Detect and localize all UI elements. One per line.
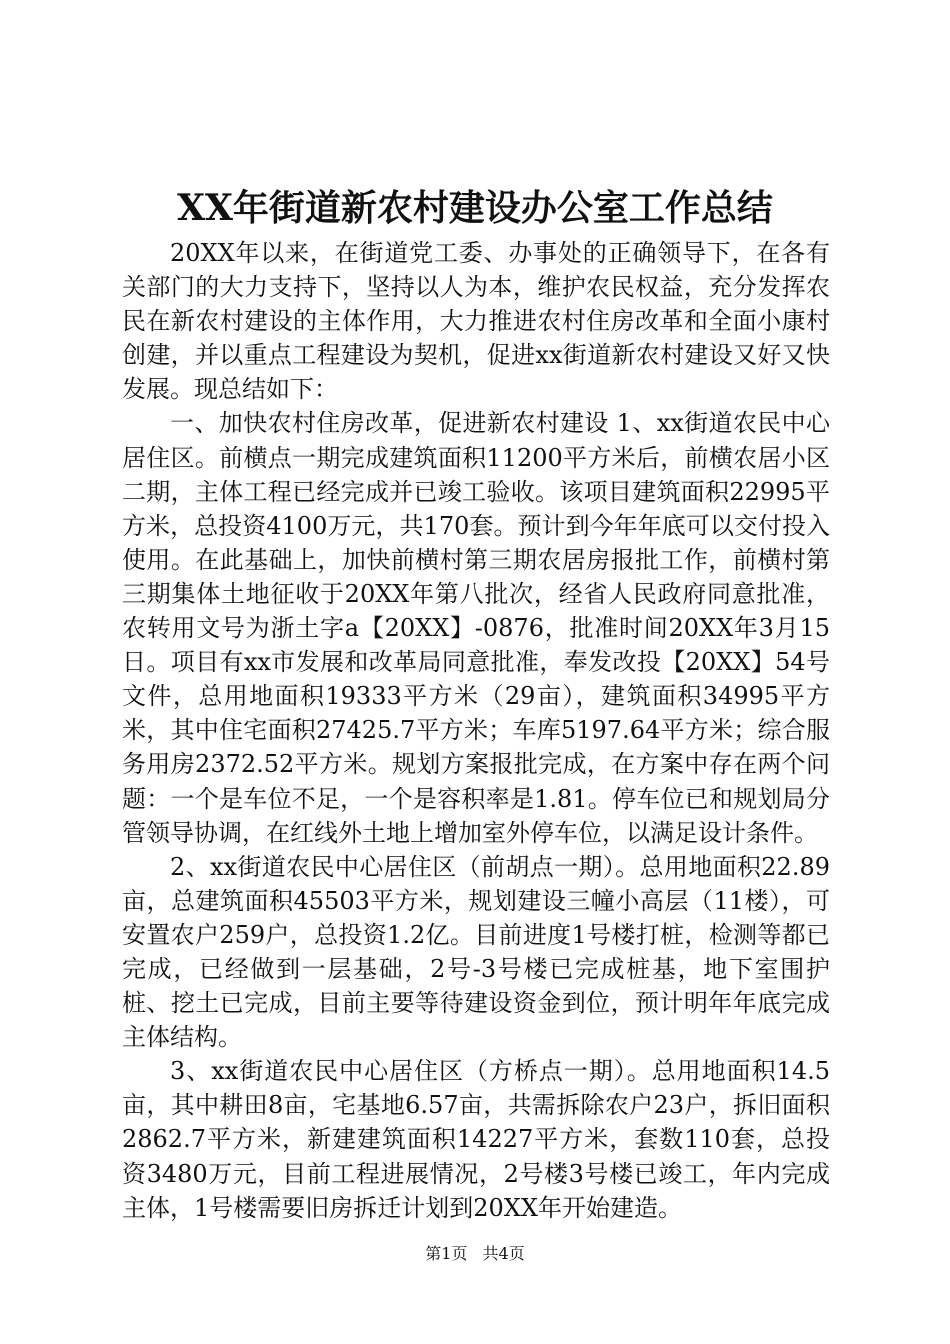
- paragraph-section-3: 3、xx街道农民中心居住区（方桥点一期）。总用地面积14.5亩，其中耕田8亩，宅基地6.57亩，共需拆除农户23户，拆旧面积2862.7平方米，新建建筑面积14227平方米，套数110套，总投资3480万元，目前工程进展情况，2号楼3号楼已竣工，年内完成主体，1号楼需要旧房拆迁计划到20XX年开始建造。: [122, 1057, 830, 1222]
- page-footer: [0, 1242, 950, 1266]
- paragraph-intro: 20XX年以来，在街道党工委、办事处的正确领导下，在各有关部门的大力支持下，坚持以人为本，维护农民权益，充分发挥农民在新农村建设的主体作用，大力推进农村住房改革和全面小康村创建，并以重点工程建设为契机，促进xx街道新农村建设又好又快发展。现总结如下：: [122, 239, 830, 404]
- page-number: 第1页: [425, 1244, 468, 1263]
- document-body: [122, 236, 830, 1225]
- page-total: 共4页: [482, 1244, 525, 1263]
- paragraph-section-1: 一、加快农村住房改革，促进新农村建设 1、xx街道农民中心居住区。前横点一期完成建筑面积11200平方米后，前横农居小区二期，主体工程已经完成并已竣工验收。该项目建筑面积22995平方米，总投资4100万元，共170套。预计到今年年底可以交付投入使用。在此基础上，加快前横村第三期农居房报批工作，前横村第三期集体土地征收于20XX年第八批次，经省人民政府同意批准，农转用文号为浙土字a【20XX】-0876，批准时间20XX年3月15日。项目有xx市发展和改革局同意批准，奉发改投【20XX】54号文件，总用地面积19333平方米（29亩），建筑面积34995平方米，其中住宅面积27425.7平方米；车库5197.64平方米；综合服务用房2372.52平方米。规划方案报批完成，在方案中存在两个问题：一个是车位不足，一个是容积率是1.81。停车位已和规划局分管领导协调，在红线外土地上增加室外停车位，以满足设计条件。: [122, 409, 830, 847]
- paragraph-section-2: 2、xx街道农民中心居住区（前胡点一期）。总用地面积22.89亩，总建筑面积45503平方米，规划建设三幢小高层（11楼），可安置农户259户，总投资1.2亿。目前进度1号楼打桩，检测等都已完成，已经做到一层基础，2号-3号楼已完成桩基，地下室围护桩、挖土已完成，目前主要等待建设资金到位，预计明年年底完成主体结构。: [122, 852, 830, 1052]
- document-title: XX年街道新农村建设办公室工作总结: [177, 187, 773, 229]
